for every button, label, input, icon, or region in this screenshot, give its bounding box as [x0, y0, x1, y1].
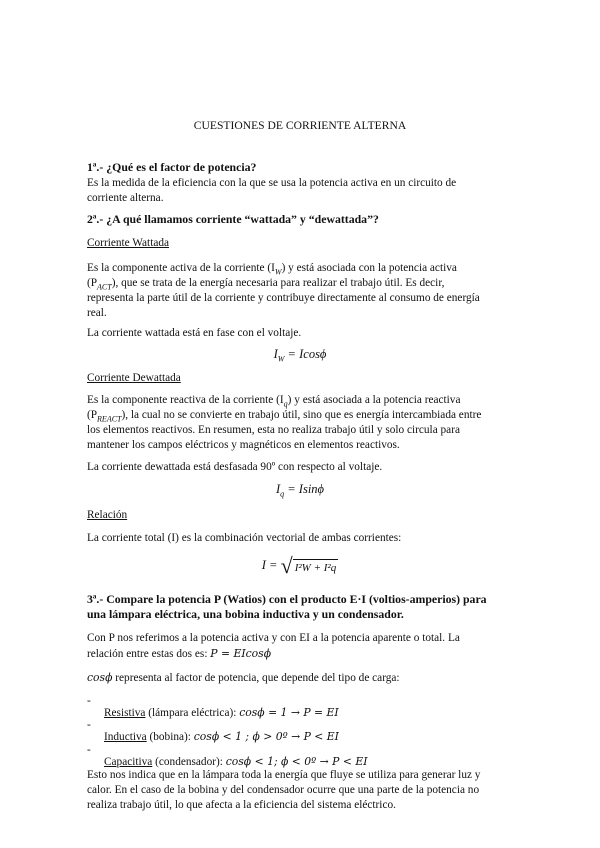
question-1-heading: 1ª.- ¿Qué es el factor de potencia?: [87, 160, 257, 174]
power-factor-paragraph: cosϕ representa al factor de potencia, que depende del tipo de carga:: [87, 671, 400, 684]
question-3-paragraph-line-1: Con P nos referimos a la potencia activa y con EI a la potencia aparente o total. La: [87, 632, 460, 644]
conclusion-line-1: Esto nos indica que en la lámpara toda la energía que fluye se utiliza para generar luz y: [87, 769, 481, 781]
question-1-answer-line-1: Es la medida de la eficiencia con la que se usa la potencia activa en un circuito de: [87, 177, 457, 189]
dewattada-paragraph-line-4: mantener los campos eléctricos y magnéticos en elementos reactivos.: [87, 439, 400, 451]
wattada-subtitle: Corriente Wattada: [87, 237, 170, 249]
dewattada-paragraph-line-2: $(P_{REACT})$, la cual no se convierte en trabajo útil, sino que es energía intercambiada entre: [87, 409, 482, 424]
bullet-capacitiva: Capacitiva (condensador): cosϕ < 1; ϕ < 0º → P < EI: [104, 755, 368, 769]
question-2-heading: 2ª.- ¿A qué llamamos corriente “wattada” y “dewattada”?: [87, 212, 379, 226]
bullet-dash: -: [87, 744, 91, 756]
document-title: CUESTIONES DE CORRIENTE ALTERNA: [193, 119, 407, 132]
bullet-dash: -: [87, 719, 91, 731]
conclusion-line-3: realiza trabajo útil, lo que afecta a la eficiencia del sistema eléctrico.: [87, 799, 396, 811]
dewattada-subtitle: Corriente Dewattada: [87, 372, 181, 384]
wattada-phase-note: La corriente wattada está en fase con el voltaje.: [87, 327, 302, 339]
relacion-paragraph: La corriente total (I) es la combinación vectorial de ambas corrientes:: [87, 532, 402, 544]
dewattada-paragraph-line-3: los elementos reactivos. En resumen, esta no realiza trabajo útil y solo circula para: [87, 424, 460, 436]
relacion-equation: I = √ I²W + I²q: [261, 553, 337, 578]
relacion-radicand: I²W + I²q: [293, 559, 339, 574]
question-3-paragraph-line-2: relación entre estas dos es: P = EIcosϕ: [87, 647, 272, 660]
wattada-paragraph-line-1: Es la componente activa de la corriente $(I_W)$ y está asociada con la potencia activa: [87, 262, 457, 277]
dewattada-phase-note: La corriente dewattada está desfasada 90º con respecto al voltaje.: [87, 461, 383, 473]
question-3-heading-line-2: una lámpara eléctrica, una bobina inductiva y un condensador.: [87, 607, 404, 621]
wattada-paragraph-line-2: $(P_{ACT})$, que se trata de la energía necesaria para realizar el trabajo útil. Es decir,: [87, 277, 445, 292]
dewattada-equation: $I_q = Isin\phi$: [275, 482, 325, 499]
wattada-paragraph-line-3: representa la parte útil de la corriente y contribuye directamente al consumo de energía: [87, 292, 480, 304]
bullet-inductiva: Inductiva (bobina): cosϕ < 1 ; ϕ > 0º → P < EI: [104, 730, 339, 744]
bullet-dash: -: [87, 695, 91, 707]
wattada-equation: $I_W = Icos\phi$: [273, 347, 327, 364]
bullet-resistiva: Resistiva (lámpara eléctrica): cosϕ = 1 → P = EI: [104, 706, 339, 720]
dewattada-paragraph-line-1: Es la componente reactiva de la corriente $(I_q)$ y está asociada a la potencia reactiva: [87, 394, 461, 409]
relacion-subtitle: Relación: [87, 509, 128, 521]
wattada-paragraph-line-4: real.: [87, 307, 107, 319]
question-3-heading-line-1: 3ª.- Compare la potencia P (Watios) con el producto E·I (voltios-amperios) para: [87, 592, 487, 606]
question-1-answer-line-2: corriente alterna.: [87, 192, 164, 204]
conclusion-line-2: calor. En el caso de la bobina y del condensador ocurre que una parte de la potencia no: [87, 784, 480, 796]
